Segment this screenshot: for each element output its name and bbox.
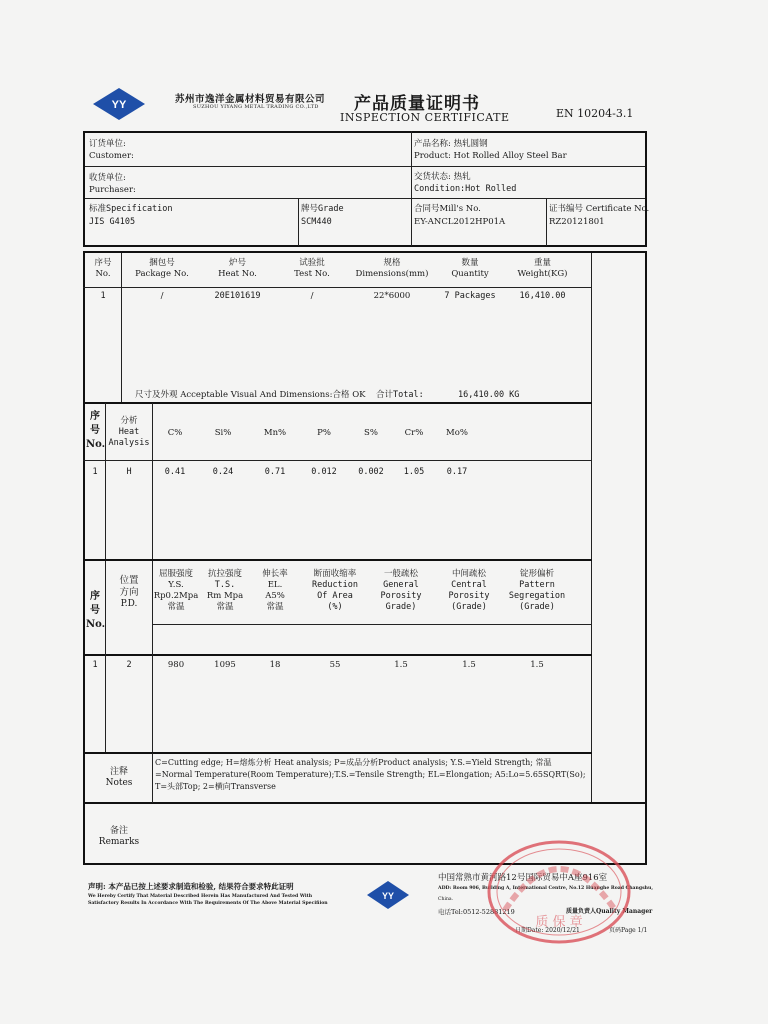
purchaser-label-cn: 收货单位:	[89, 173, 126, 183]
info-mid-divider	[411, 131, 412, 246]
cert-no-label: 证书编号 Certificate No.	[549, 204, 650, 214]
items-no-divider	[121, 253, 122, 402]
chem-header-c: C%	[167, 428, 183, 438]
item-weight: 16,410.00	[519, 291, 566, 301]
visual-dimensions-label: 尺寸及外观 Acceptable Visual And Dimensions:合格 OK	[135, 390, 366, 400]
item-quantity: 7 Packages	[444, 291, 496, 301]
chem-row-no: 1	[92, 467, 98, 477]
total-value: 16,410.00 KG	[458, 390, 520, 400]
info-grade-divider	[298, 198, 299, 246]
chem-value-s: 0.002	[358, 467, 384, 477]
chem-header-mn: Mn%	[263, 428, 287, 438]
footer-logo	[366, 880, 410, 910]
cert-no-value: RZ20121801	[549, 217, 605, 227]
mech-header-general-porosity: 一般疏松 General Porosity Grade)	[380, 569, 422, 612]
spec-value: JIS G4105	[89, 217, 136, 227]
footer-logo-text: YY	[381, 891, 395, 901]
items-header-no: 序号 No.	[94, 258, 112, 279]
declaration-en-2: Satisfactory Results In Accordance With The Requirements Of The Above Material Specifiion	[88, 901, 328, 906]
product-name-cn: 产品名称: 热轧圆钢	[414, 139, 488, 149]
logo-text: YY	[111, 99, 127, 111]
customer-label-cn: 订货单位:	[89, 139, 126, 149]
company-logo	[92, 87, 146, 121]
mech-value-central-porosity: 1.5	[462, 660, 476, 670]
items-header-test: 试验批 Test No.	[294, 258, 330, 279]
mech-header-el: 伸长率 EL. A5% 常温	[262, 569, 288, 612]
chem-header-mo: Mo%	[446, 428, 468, 438]
items-header-package: 捆包号 Package No.	[135, 258, 189, 279]
notes-label: 注释 Notes	[105, 767, 133, 788]
mech-header-position: 位置 方向	[119, 575, 139, 598]
items-header-heat: 炉号 Heat No.	[218, 258, 257, 279]
svg-text:质 保 章: 质 保 章	[535, 915, 583, 930]
mill-no-value: EY-ANCL2012HP01A	[414, 217, 506, 227]
item-test: /	[310, 291, 314, 301]
main-top-border	[83, 251, 647, 253]
mech-header-ts: 抗拉强度 T.S. Rm Mpa 常温	[206, 569, 244, 612]
item-package: /	[160, 291, 164, 301]
chem-header-no: 序 号 No.	[86, 411, 106, 450]
notes-line-3: T=头部Top; 2=横向Transverse	[155, 782, 276, 791]
title-cn: 产品质量证明书	[354, 94, 480, 114]
mech-no-divider	[105, 561, 106, 752]
main-right-inner-border	[591, 253, 592, 803]
grade-label: 牌号Grade	[301, 204, 344, 214]
info-right-border	[645, 131, 647, 247]
chem-row-type: H	[126, 467, 132, 477]
item-no: 1	[100, 291, 106, 301]
main-left-border	[83, 251, 85, 865]
chem-value-p: 0.012	[311, 467, 337, 477]
mech-header-segregation: 锭形偏析 Pattern Segregation (Grade)	[508, 569, 566, 612]
total-label: 合计Total:	[376, 390, 424, 400]
mech-data-top-border	[83, 654, 592, 656]
mech-value-general-porosity: 1.5	[394, 660, 408, 670]
grade-value: SCM440	[301, 217, 332, 227]
declaration-en-1: We Hereby Certify That Material Described Herein Has Manufactured And Tested With	[88, 894, 313, 899]
mech-header-pd: P.D.	[120, 599, 138, 609]
chem-analysis-divider	[152, 403, 153, 560]
chem-value-cr: 1.05	[403, 467, 425, 477]
mech-header-central-porosity: 中间疏松 Central Porosity (Grade)	[448, 569, 490, 612]
mech-value-el: 18	[269, 660, 281, 670]
mill-no-label: 合同号Mill's No.	[414, 204, 481, 214]
mech-value-reduction: 55	[329, 660, 341, 670]
items-header-divider	[83, 287, 592, 288]
info-bottom-border	[83, 245, 647, 247]
chem-no-divider	[105, 403, 106, 560]
chem-header-divider	[83, 460, 592, 461]
condition-cn: 交货状态: 热轧	[414, 172, 471, 182]
company-stamp	[487, 840, 632, 945]
chem-value-mo: 0.17	[446, 467, 468, 477]
address-cn: 中国常熟市黄河路12号国际贸易中A座916室	[438, 873, 608, 883]
purchaser-label-en: Purchaser:	[89, 185, 136, 195]
notes-line-1: C=Cutting edge; H=熔炼分析 Heat analysis; P=成品分析Product analysis; Y.S.=Yield Strength; 常温	[155, 758, 552, 767]
items-header-weight: 重量 Weight(KG)	[517, 258, 568, 279]
mech-value-ts: 1095	[214, 660, 236, 670]
info-top-border	[83, 131, 647, 133]
info-divider-2	[83, 198, 647, 199]
page-number: 页码Page 1/1	[609, 927, 648, 934]
info-divider-1	[83, 166, 647, 167]
notes-label-divider	[152, 753, 153, 803]
item-dimensions: 22*6000	[373, 291, 411, 301]
chem-value-si: 0.24	[212, 467, 234, 477]
mech-row-pos: 2	[126, 660, 132, 670]
mech-header-reduction: 断面收缩率 Reduction Of Area (%)	[311, 569, 359, 612]
chem-header-s: S%	[364, 428, 378, 438]
info-cert-divider	[546, 198, 547, 246]
company-name-cn: 苏州市逸洋金属材料贸易有限公司	[175, 94, 326, 105]
mech-value-ys: 980	[167, 660, 185, 670]
spec-label: 标准Specification	[89, 204, 173, 214]
chem-top-border	[83, 402, 592, 404]
mech-value-segregation: 1.5	[530, 660, 544, 670]
chem-value-c: 0.41	[164, 467, 186, 477]
item-heat: 20E101619	[214, 291, 261, 301]
notes-top-border	[83, 752, 592, 754]
main-right-border	[645, 251, 647, 865]
declaration-cn: 声明: 本产品已按上述要求制造和检验, 结果符合要求特此证明	[88, 882, 294, 891]
chem-value-mn: 0.71	[264, 467, 286, 477]
items-header-dimensions: 规格 Dimensions(mm)	[355, 258, 429, 279]
address-en-1: ADD: Room 906, Building A, International Centre, No.12 Huanghe Road Changshu,	[438, 886, 653, 891]
items-header-quantity: 数量 Quantity	[451, 258, 489, 279]
condition-en: Condition:Hot Rolled	[414, 184, 517, 194]
info-left-border	[83, 131, 85, 247]
title-en: INSPECTION CERTIFICATE	[340, 111, 510, 124]
address-en-2: China.	[438, 897, 454, 902]
date: 日期Date: 2020/12/21	[515, 927, 580, 934]
chem-header-cr: Cr%	[404, 428, 424, 438]
chem-header-analysis: 分析 Heat Analysis	[108, 416, 150, 448]
chem-header-p: P%	[317, 428, 331, 438]
product-name-en: Product: Hot Rolled Alloy Steel Bar	[414, 151, 567, 161]
standard-label: EN 10204-3.1	[556, 107, 634, 120]
notes-bottom-border	[83, 802, 647, 804]
mech-row-no: 1	[92, 660, 98, 670]
remarks-label: 备注 Remarks	[98, 826, 140, 847]
mech-top-border	[83, 559, 592, 561]
phone: 电话Tel:0512-52881219	[438, 908, 515, 916]
quality-manager: 质量负责人Quality Manager	[566, 908, 653, 915]
mech-header-no: 序 号 No.	[86, 591, 106, 630]
mech-header-ys: 屈服强度 Y.S. Rp0.2Mpa 常温	[153, 569, 199, 612]
chem-header-si: Si%	[214, 428, 232, 438]
mech-header-divider	[153, 624, 592, 625]
customer-label-en: Customer:	[89, 151, 134, 161]
company-name-en: SUZHOU YIYANG METAL TRADING CO.,LTD	[193, 104, 319, 110]
notes-line-2: =Normal Temperature(Room Temperature);T.S.=Tensile Strength; EL=Elongation; A5:Lo=5.65SQRT(So);	[155, 770, 586, 779]
